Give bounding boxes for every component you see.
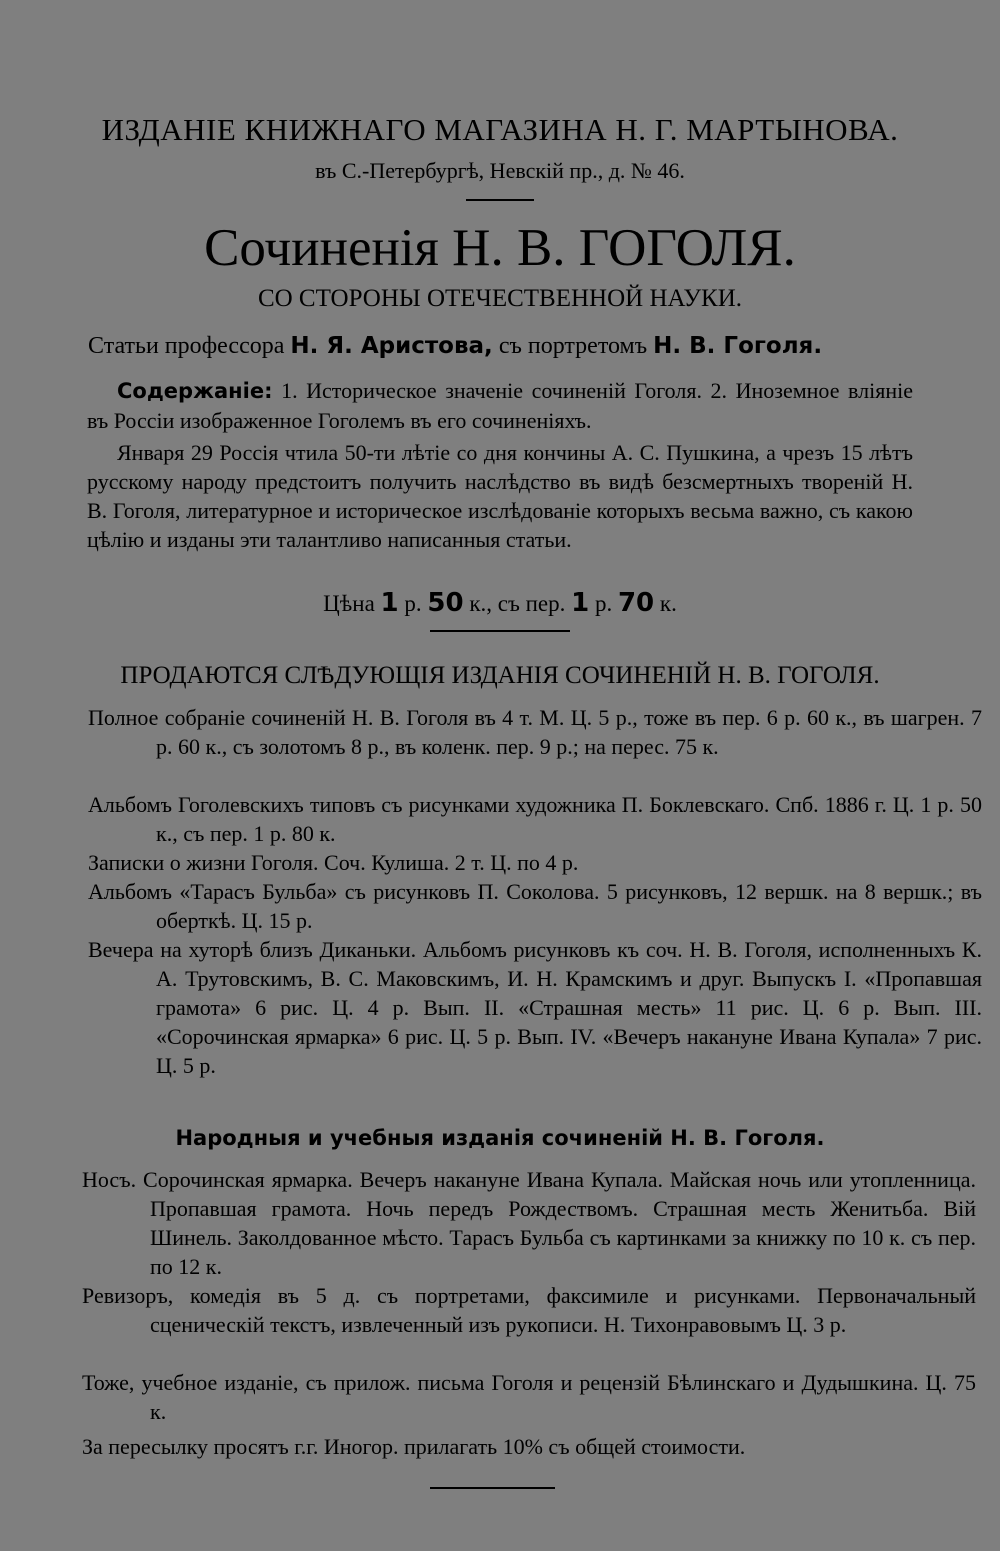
price-line <box>0 588 1000 618</box>
price-label: Цѣна <box>323 591 375 616</box>
contents-text: 1. Историческое значеніе сочиненій Гоголя. 2. Иноземное вліяніе въ Россіи изображенное Гоголемъ въ его сочиненіяхъ. <box>87 378 913 433</box>
price-rub-unit: р. <box>404 591 422 616</box>
postage-note: За пересылку просятъ г.г. Иногор. прилагать 10% съ общей стоимости. <box>82 1434 746 1459</box>
divider-rule <box>430 1487 555 1489</box>
book-subtitle: СО СТОРОНЫ ОТЕЧЕСТВЕННОЙ НАУКИ. <box>257 285 743 312</box>
publisher-address: въ С.-Петербургѣ, Невскій пр., д. № 46. <box>315 158 685 183</box>
price-postage-rub: 1 <box>571 588 590 618</box>
price-postage-kop-unit: к. <box>659 591 677 616</box>
divider-rule <box>430 630 570 632</box>
description-paragraph: Января 29 Россія чтила 50-ти лѣтіе со дня кончины А. С. Пушкина, а чрезъ 15 лѣтъ русскому народу предстоитъ получить наслѣдство въ видѣ безсмертныхъ твореній Н. В. Гоголя, литературное и историческое изслѣдованіе которыхъ весьма важно, съ какою цѣлію и изданы эти талантливо написанныя статьи. <box>87 440 913 552</box>
list-item: Записки о жизни Гоголя. Соч. Кулиша. 2 т. Ц. по 4 р. <box>88 850 579 875</box>
list-item: Ревизоръ, комедія въ 5 д. съ портретами, факсимиле и рисунками. Первоначальный сценическій текстъ, извлеченный изъ рукописи. Н. Тихонравовымъ Ц. 3 р. <box>82 1283 976 1337</box>
for-sale-heading: ПРОДАЮТСЯ СЛѢДУЮЩІЯ ИЗДАНІЯ СОЧИНЕНІЙ Н. В. ГОГОЛЯ. <box>120 662 880 689</box>
popular-editions-heading: Народныя и учебныя изданія сочиненій Н. В. Гоголя. <box>175 1126 825 1150</box>
divider-rule <box>466 199 534 201</box>
publisher-heading: ИЗДАНІЕ КНИЖНАГО МАГАЗИНА Н. Г. МАРТЫНОВА. <box>101 112 899 147</box>
list-item: Альбомъ «Тарасъ Бульба» съ рисунковъ П. Соколова. 5 рисунковъ, 12 вершк. на 8 вершк.; въ оберткѣ. Ц. 15 р. <box>88 879 982 933</box>
articles-line <box>88 333 914 360</box>
portrait-subject: Н. В. Гоголя. <box>653 333 823 359</box>
book-title: Сочиненія Н. В. ГОГОЛЯ. <box>204 219 796 277</box>
price-postage-kop: 70 <box>617 588 655 618</box>
author-name: Н. Я. Аристова, <box>290 333 493 359</box>
price-kop-unit: к., съ пер. <box>469 591 566 616</box>
contents-label: Содержаніе: <box>117 379 273 403</box>
price-postage-rub-unit: р. <box>594 591 613 616</box>
price-kop: 50 <box>427 588 464 618</box>
list-item: Полное собраніе сочиненій Н. В. Гоголя въ 4 т. М. Ц. 5 р., тоже въ пер. 6 р. 60 к., въ шагрен. 7 р. 60 к., съ золотомъ 8 р., въ коленк. пер. 9 р.; на перес. 75 к. <box>88 705 982 759</box>
articles-middle: съ портретомъ <box>498 333 648 359</box>
list-item: Вечера на хуторѣ близъ Диканьки. Альбомъ рисунковъ къ соч. Н. В. Гоголя, исполненныхъ К. А. Трутовскимъ, В. С. Маковскимъ, И. Н. Крамскимъ и друг. Выпускъ I. «Пропавшая грамота» 6 рис. Ц. 4 р. Вып. II. «Страшная месть» 11 рис. Ц. 6 р. Вып. III. «Сорочинская ярмарка» 6 рис. Ц. 5 р. Вып. IV. «Вечеръ накануне Ивана Купала» 7 рис. Ц. 5 р. <box>88 937 982 1078</box>
list-item: Альбомъ Гоголевскихъ типовъ съ рисунками художника П. Боклевскаго. Спб. 1886 г. Ц. 1 р. 50 к., съ пер. 1 р. 80 к. <box>88 792 982 846</box>
price-rub: 1 <box>380 588 399 618</box>
list-item: Тоже, учебное изданіе, съ прилож. письма Гоголя и рецензій Бѣлинскаго и Дудышкина. Ц. 75 к. <box>82 1370 976 1424</box>
articles-prefix: Статьи профессора <box>88 333 285 359</box>
list-item: Носъ. Сорочинская ярмарка. Вечеръ накануне Ивана Купала. Майская ночь или утопленница. Пропавшая грамота. Ночь передъ Рождествомъ. Страшная месть Женитьба. Вій Шинель. Заколдованное мѣсто. Тарасъ Бульба съ картинками за книжку по 10 к. съ пер. по 12 к. <box>82 1167 976 1279</box>
contents-paragraph <box>87 376 913 435</box>
